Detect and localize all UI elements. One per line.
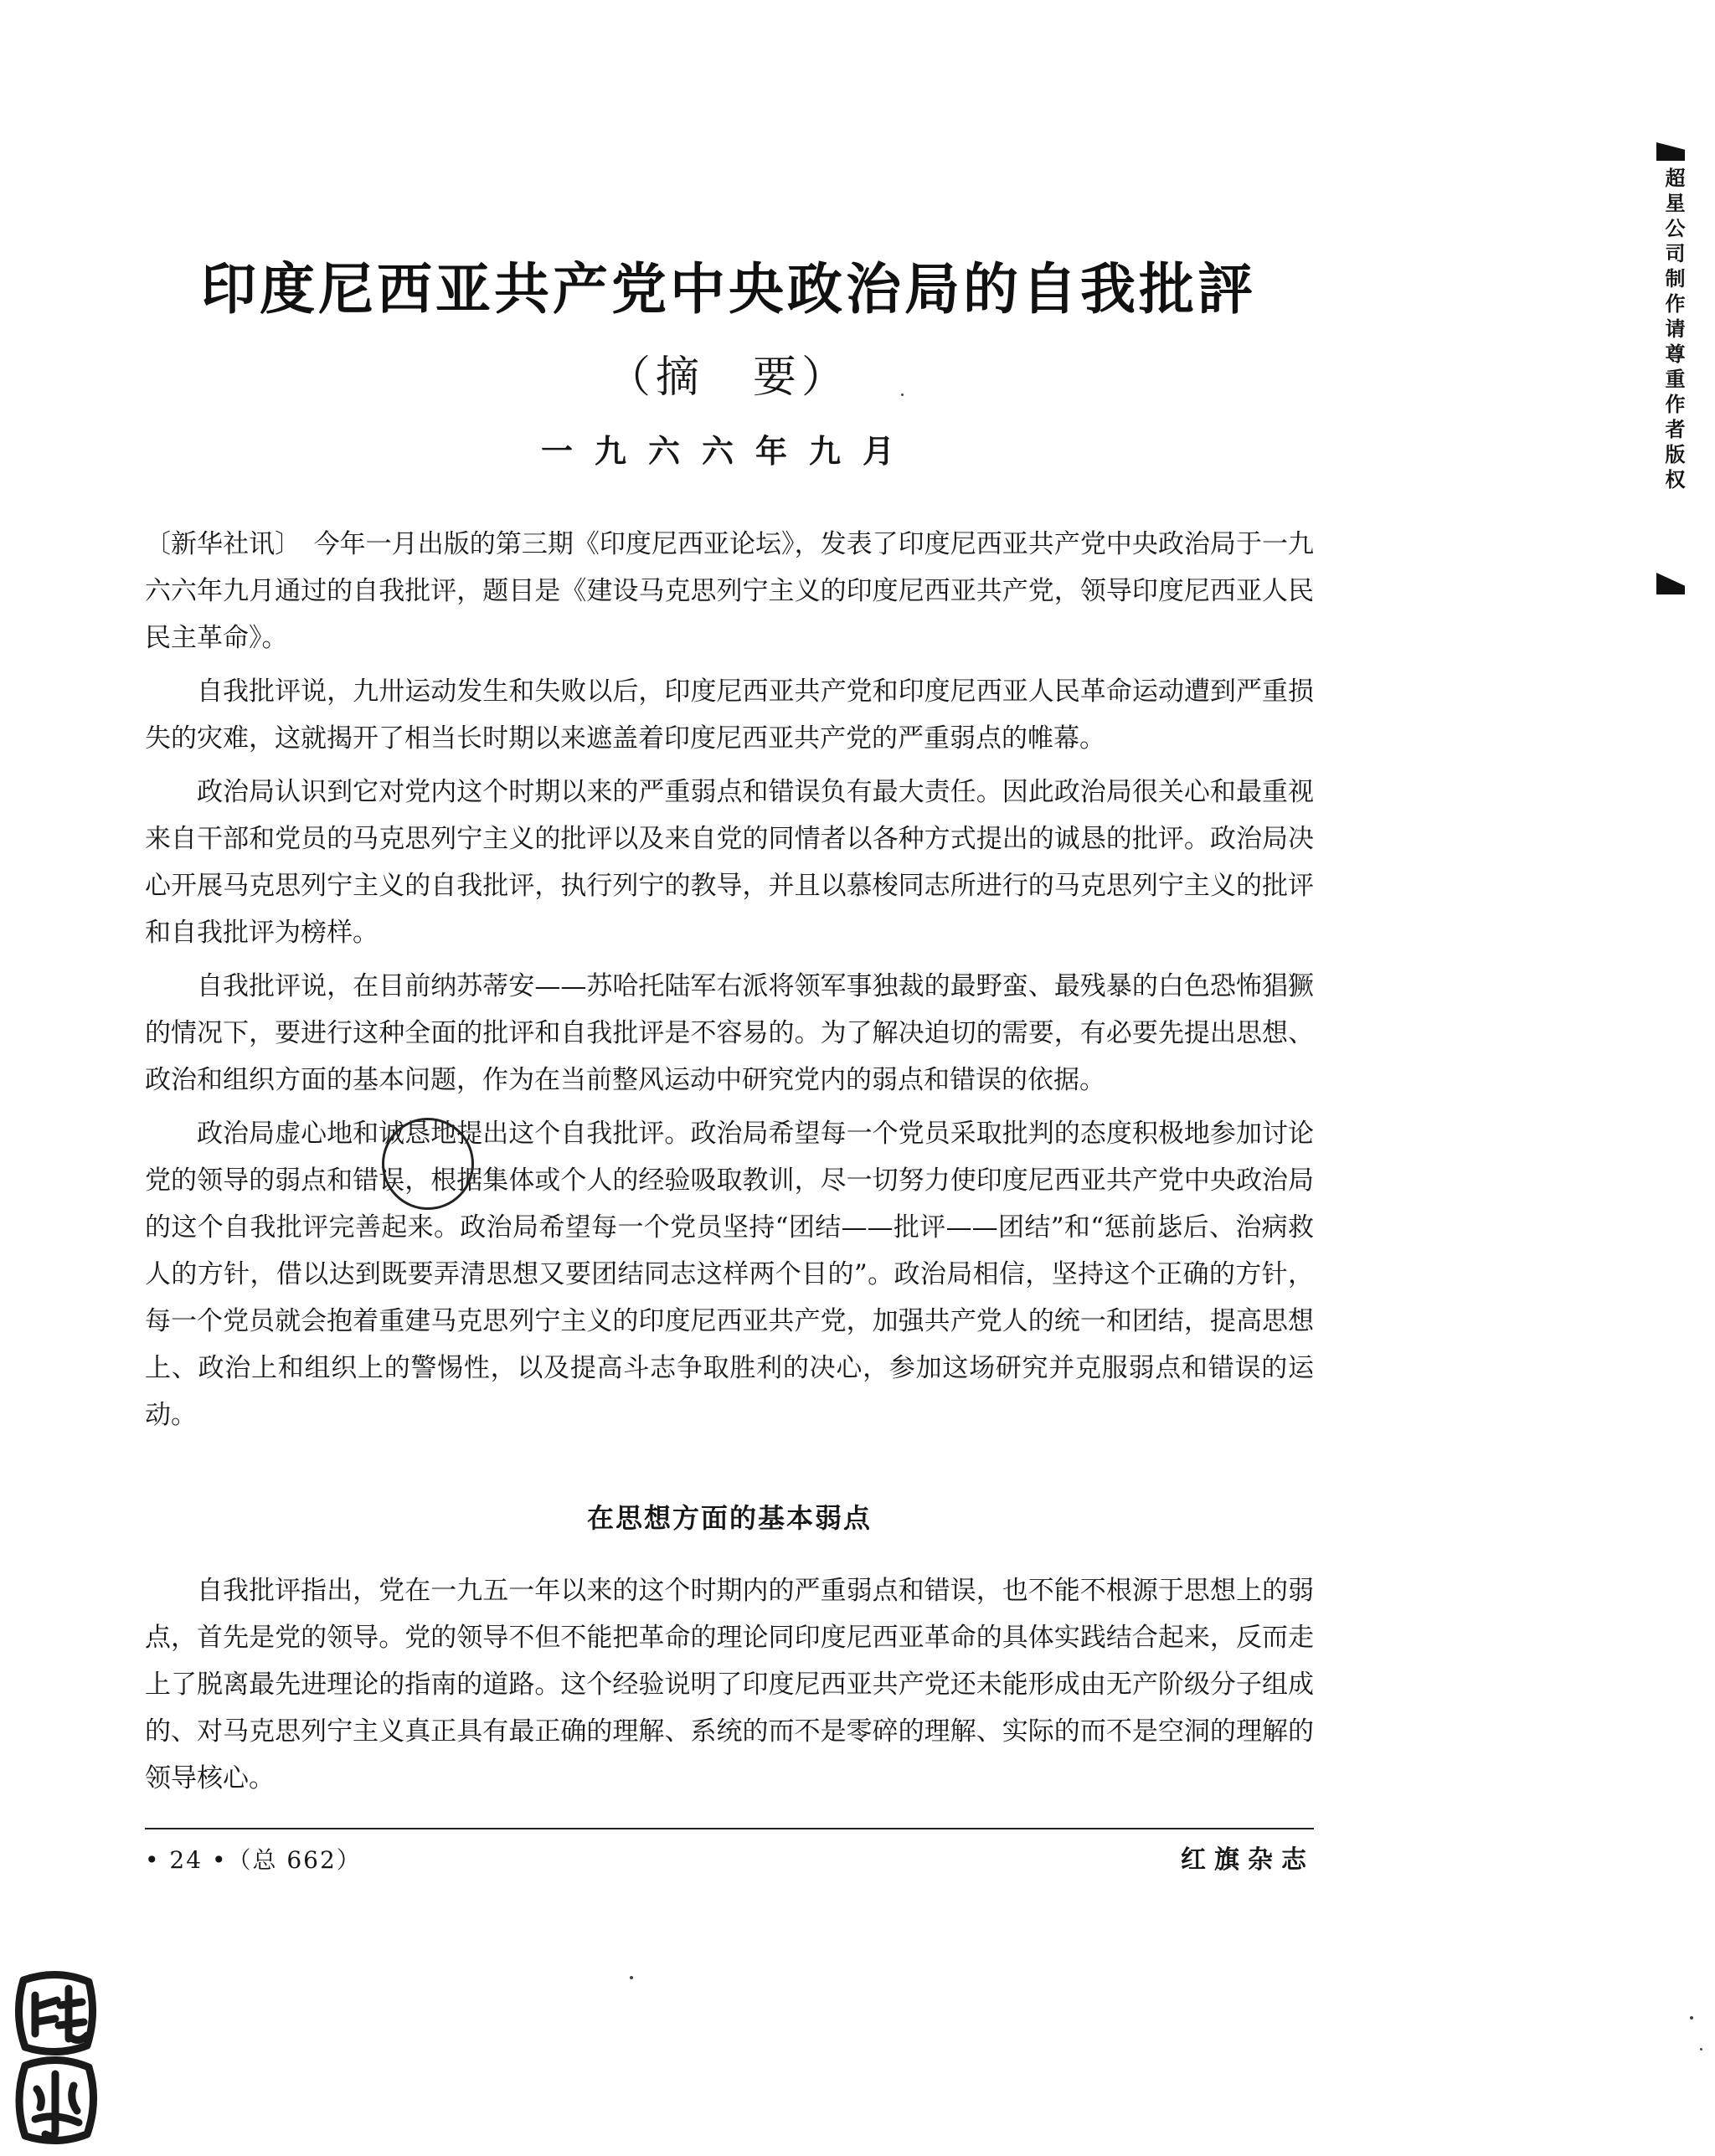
paragraph: 政治局虚心地和诚恳地提出这个自我批评。政治局希望每一个党员采取批判的态度积极地参加讨论党的领导的弱点和错误，根据集体或个人的经验吸取教训，尽一切努力使印度尼西亚共产党中央政治局的这个自我批评完善起来。政治局希望每一个党员坚持“团结——批评——团结”和“惩前毖后、治病救人的方针，借以达到既要弄清思想又要团结同志这样两个目的”。政治局相信，坚持这个正确的方针，每一个党员就会抱着重建马克思列宁主义的印度尼西亚共产党，加强共产党人的统一和团结，提高思想上、政治上和组织上的警惕性，以及提高斗志争取胜利的决心，参加这场研究并克服弱点和错误的运动。 xyxy=(145,1119,1314,1430)
scan-speck xyxy=(1700,2048,1702,2051)
watermark-bar-bottom xyxy=(1656,573,1685,594)
scan-speck xyxy=(630,1976,633,1979)
watermark-text: 超星公司制作请尊重作者版权 xyxy=(1661,167,1685,494)
page-number: • 24 •（总 662） xyxy=(145,1846,362,1874)
section-heading: 在思想方面的基本弱点 xyxy=(586,1502,872,1534)
watermark-bar-top xyxy=(1656,142,1685,161)
seal-stamp-graphic xyxy=(7,1963,106,2152)
paragraph: 政治局认识到它对党内这个时期以来的严重弱点和错误负有最大责任。因此政治局很关心和最重视来自干部和党员的马克思列宁主义的批评以及来自党的同情者以各种方式提出的诚恳的批评。政治局决心开展马克思列宁主义的自我批评，执行列宁的教导，并且以慕梭同志所进行的马克思列宁主义的批评和自我批评为榜样。 xyxy=(145,777,1314,948)
article-date: 一九六六年九月 xyxy=(540,432,916,470)
article-subtitle: （摘 要） xyxy=(606,352,850,403)
section-body xyxy=(145,1567,1314,1802)
article-body xyxy=(145,521,1314,1438)
article-title: 印度尼西亚共产党中央政治局的自我批評 xyxy=(201,257,1256,322)
paragraph: 自我批评指出，党在一九五一年以来的这个时期内的严重弱点和错误，也不能不根源于思想上的弱点，首先是党的领导。党的领导不但不能把革命的理论同印度尼西亚革命的具体实践结合起来，反而走上了脱离最先进理论的指南的道路。这个经验说明了印度尼西亚共产党还未能形成由无产阶级分子组成的、对马克思列宁主义真正具有最正确的理解、系统的而不是零碎的理解、实际的而不是空洞的理解的领导核心。 xyxy=(145,1576,1314,1793)
footer-rule xyxy=(145,1828,1314,1829)
handwritten-circle-mark xyxy=(382,1118,474,1210)
paragraph: 〔新华社讯〕 今年一月出版的第三期《印度尼西亚论坛》，发表了印度尼西亚共产党中央政治局于一九六六年九月通过的自我批评，题目是《建设马克思列宁主义的印度尼西亚共产党，领导印度尼西亚人民民主革命》。 xyxy=(145,529,1314,653)
scan-speck xyxy=(901,394,904,396)
paragraph: 自我批评说，在目前纳苏蒂安——苏哈托陆军右派将领军事独裁的最野蛮、最残暴的白色恐怖猖獗的情况下，要进行这种全面的批评和自我批评是不容易的。为了解决迫切的需要，有必要先提出思想、政治和组织方面的基本问题，作为在当前整风运动中研究党内的弱点和错误的依据。 xyxy=(145,971,1314,1095)
journal-name: 红旗杂志 xyxy=(1181,1845,1315,1875)
paragraph: 自我批评说，九卅运动发生和失败以后，印度尼西亚共产党和印度尼西亚人民革命运动遭到严重损失的灾难，这就揭开了相当长时期以来遮盖着印度尼西亚共产党的严重弱点的帷幕。 xyxy=(145,677,1314,754)
scan-speck xyxy=(1690,2016,1693,2020)
side-watermark xyxy=(1651,142,1692,594)
seal-stamp-icon xyxy=(7,1963,106,2152)
